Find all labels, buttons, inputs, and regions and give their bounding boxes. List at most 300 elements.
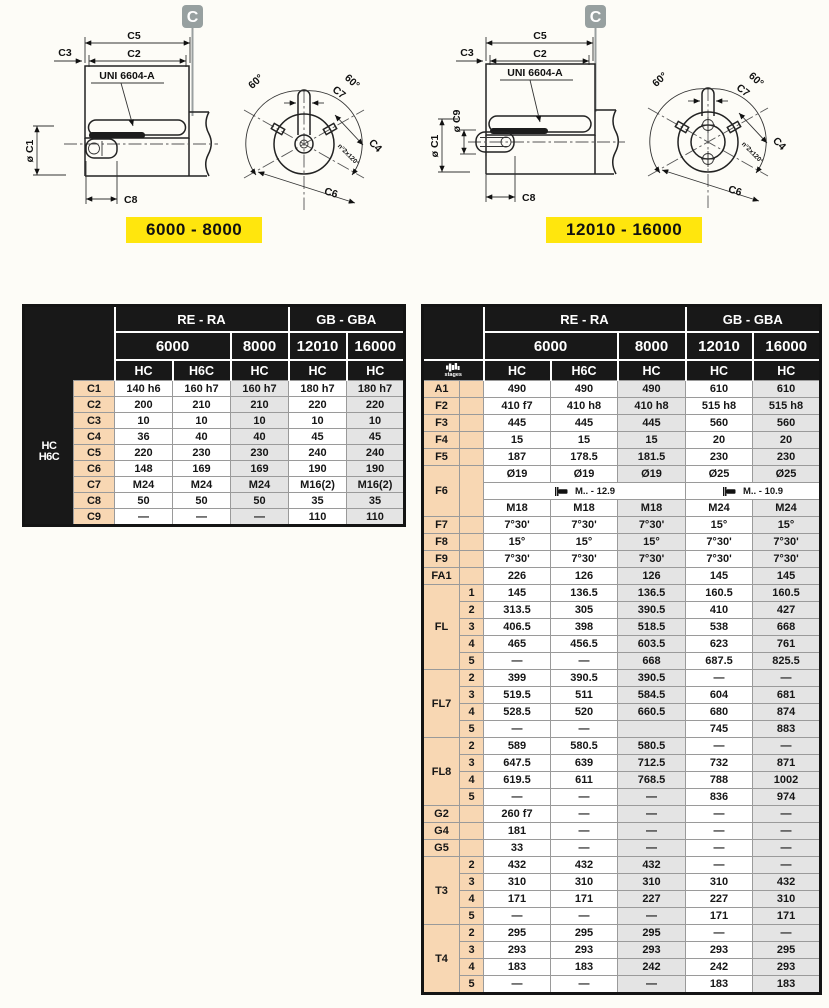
table-cell: 745 (686, 721, 753, 738)
table-cell: 432 (618, 857, 686, 874)
table-cell: 178.5 (551, 449, 618, 466)
bolt-class-cell (686, 483, 821, 500)
table-cell: 410 (686, 602, 753, 619)
table-cell: 140 h6 (115, 381, 173, 397)
row-label: A1 (423, 381, 460, 398)
dim-c8: C8 (124, 194, 138, 206)
table-body (423, 381, 821, 994)
table-cell: — (484, 976, 551, 994)
table-row (24, 445, 405, 461)
row-label: F2 (423, 398, 460, 415)
table-cell: 639 (551, 755, 618, 772)
table-cell: 732 (686, 755, 753, 772)
table-cell: 610 (753, 381, 821, 398)
table-row (423, 670, 821, 687)
row-label: T4 (423, 925, 460, 994)
table-cell: 220 (289, 397, 347, 413)
row-label: F6 (423, 466, 460, 517)
table-cell: 398 (551, 619, 618, 636)
table-cell: — (551, 840, 618, 857)
technical-drawing (418, 4, 828, 216)
table-cell: — (753, 857, 821, 874)
table-cell: 668 (753, 619, 821, 636)
table-cell: 410 h8 (551, 398, 618, 415)
table-cell: — (686, 806, 753, 823)
type-header: HC (289, 360, 347, 381)
table-cell: 7°30' (484, 517, 551, 534)
table-cell (618, 721, 686, 738)
table-cell: 230 (686, 449, 753, 466)
table-cell: 183 (484, 959, 551, 976)
table-cell: M24 (231, 477, 289, 493)
table-cell: 190 (347, 461, 405, 477)
row-label: C9 (74, 509, 115, 526)
table-cell: 183 (551, 959, 618, 976)
table-cell: 126 (618, 568, 686, 585)
table-row (423, 619, 821, 636)
dim-c4: C4 (770, 134, 789, 153)
table-row (423, 704, 821, 721)
table-row (423, 823, 821, 840)
table-cell: 399 (484, 670, 551, 687)
table-cell: 171 (753, 908, 821, 925)
table-cell: 145 (686, 568, 753, 585)
table-cell: 50 (115, 493, 173, 509)
table-cell: 242 (686, 959, 753, 976)
table-cell: 240 (289, 445, 347, 461)
dim-c8: C8 (522, 192, 536, 204)
dim-bolt-pattern: n°2x120° (739, 140, 765, 166)
table-cell: 432 (551, 857, 618, 874)
size-header: 16000 (347, 332, 405, 360)
right-dimensions-table (421, 304, 822, 995)
table-cell: — (618, 789, 686, 806)
table-cell: 293 (753, 959, 821, 976)
table-cell: 761 (753, 636, 821, 653)
table-cell: 180 h7 (289, 381, 347, 397)
table-row (423, 840, 821, 857)
table-cell: 687.5 (686, 653, 753, 670)
table-cell: — (551, 908, 618, 925)
table-cell: 240 (347, 445, 405, 461)
table-cell: 390.5 (551, 670, 618, 687)
table-row (423, 449, 821, 466)
type-header: HC (231, 360, 289, 381)
table-cell: 7°30' (686, 551, 753, 568)
keyway-standard-label: UNI 6604-A (99, 70, 155, 82)
table-cell: 603.5 (618, 636, 686, 653)
stage-cell (460, 415, 484, 432)
table-cell: 871 (753, 755, 821, 772)
table-cell: 7°30' (551, 551, 618, 568)
table-cell: 10 (347, 413, 405, 429)
table-cell: 110 (347, 509, 405, 526)
table-cell: 520 (551, 704, 618, 721)
table-cell: 883 (753, 721, 821, 738)
table-cell: 7°30' (753, 551, 821, 568)
table-row (423, 398, 821, 415)
table-cell: Ø19 (618, 466, 686, 483)
table-cell: 490 (484, 381, 551, 398)
table-cell: 7°30' (686, 534, 753, 551)
table-row (24, 381, 405, 397)
table-cell: — (173, 509, 231, 526)
table-cell: 20 (753, 432, 821, 449)
table-cell: 390.5 (618, 670, 686, 687)
table-cell: 15 (484, 432, 551, 449)
table-cell: — (618, 840, 686, 857)
table-cell: 1002 (753, 772, 821, 789)
table-cell: — (753, 925, 821, 942)
table-cell: 145 (484, 585, 551, 602)
table-cell: 15° (753, 517, 821, 534)
table-cell: 136.5 (618, 585, 686, 602)
table-cell: 712.5 (618, 755, 686, 772)
table-header (24, 306, 405, 381)
table-cell: 310 (551, 874, 618, 891)
table-row (423, 432, 821, 449)
table-row (423, 738, 821, 755)
table-cell: 560 (753, 415, 821, 432)
table-cell: 445 (484, 415, 551, 432)
stage-cell: 5 (460, 789, 484, 806)
table-cell: 160 h7 (173, 381, 231, 397)
table-cell: 169 (173, 461, 231, 477)
table-cell: Ø25 (753, 466, 821, 483)
table-cell: 183 (686, 976, 753, 994)
dim-c1: ø C1 (24, 139, 36, 163)
row-label: C4 (74, 429, 115, 445)
shaft-drawing-12010-16000 (418, 4, 828, 221)
table-row (423, 755, 821, 772)
c-marker-label: C (589, 9, 602, 26)
table-cell: — (551, 789, 618, 806)
table-cell: 10 (289, 413, 347, 429)
table-cell: — (551, 823, 618, 840)
stage-cell: 2 (460, 738, 484, 755)
table-cell: 610 (686, 381, 753, 398)
stage-cell: 1 (460, 585, 484, 602)
row-label: FL (423, 585, 460, 670)
row-label: G2 (423, 806, 460, 823)
table-cell: 160.5 (686, 585, 753, 602)
table-cell: 305 (551, 602, 618, 619)
dim-bolt-pattern: n°2x120° (335, 142, 361, 168)
stage-cell: 3 (460, 874, 484, 891)
size-header: 6000 (115, 332, 231, 360)
table-cell: 293 (484, 942, 551, 959)
table-header (423, 306, 821, 381)
table-cell: 45 (347, 429, 405, 445)
corner-cell (24, 306, 115, 381)
table-cell: 242 (618, 959, 686, 976)
table-cell: 45 (289, 429, 347, 445)
c-marker-label: C (186, 9, 199, 26)
stage-cell: 3 (460, 755, 484, 772)
table-cell: 445 (618, 415, 686, 432)
table-cell: — (753, 806, 821, 823)
size-header: 12010 (686, 332, 753, 360)
bolt-icon (554, 486, 568, 497)
table-cell: 465 (484, 636, 551, 653)
row-label: F5 (423, 449, 460, 466)
stage-cell: 4 (460, 636, 484, 653)
table-cell: Ø19 (484, 466, 551, 483)
row-label: C6 (74, 461, 115, 477)
type-header: HC (753, 360, 821, 381)
table-row (423, 789, 821, 806)
table-cell: 432 (484, 857, 551, 874)
table-cell: — (115, 509, 173, 526)
stage-cell: 2 (460, 670, 484, 687)
table-row (423, 585, 821, 602)
table-cell: 681 (753, 687, 821, 704)
table-cell: 220 (115, 445, 173, 461)
table-row (24, 461, 405, 477)
table-cell: M24 (686, 500, 753, 517)
row-label: FL8 (423, 738, 460, 806)
table-cell: 974 (753, 789, 821, 806)
table-cell: — (686, 823, 753, 840)
table-cell: 511 (551, 687, 618, 704)
row-label: C7 (74, 477, 115, 493)
stage-cell: 5 (460, 908, 484, 925)
dim-c7: C7 (733, 81, 752, 100)
table-cell: — (618, 908, 686, 925)
table-row (24, 509, 405, 526)
table-cell: 515 h8 (686, 398, 753, 415)
table-cell: 260 f7 (484, 806, 551, 823)
row-label: F3 (423, 415, 460, 432)
table-cell: 445 (551, 415, 618, 432)
table-cell: 7°30' (753, 534, 821, 551)
table-row (423, 687, 821, 704)
stage-cell (460, 398, 484, 415)
bolt-class-label: M.. - 10.9 (742, 485, 784, 497)
table-cell: 227 (618, 891, 686, 908)
dim-c4: C4 (366, 136, 385, 155)
table-cell: — (686, 670, 753, 687)
stages-label: stages (444, 371, 462, 378)
table-cell: 788 (686, 772, 753, 789)
table-cell: 33 (484, 840, 551, 857)
table-cell: 680 (686, 704, 753, 721)
dim-60-right: 60° (342, 71, 362, 92)
table-cell: 15° (618, 534, 686, 551)
dim-c7: C7 (329, 83, 348, 102)
table-cell: M16(2) (347, 477, 405, 493)
stage-cell: 2 (460, 857, 484, 874)
table-cell: 825.5 (753, 653, 821, 670)
table-cell: 295 (484, 925, 551, 942)
table-cell: 50 (231, 493, 289, 509)
table-cell: 518.5 (618, 619, 686, 636)
size-range-caption: 12010 - 16000 (546, 217, 702, 243)
row-label: F7 (423, 517, 460, 534)
table-cell: — (618, 806, 686, 823)
table-cell: 295 (753, 942, 821, 959)
table-cell: 171 (484, 891, 551, 908)
table-cell: 15° (551, 534, 618, 551)
table-cell: 589 (484, 738, 551, 755)
dim-c2: C2 (533, 48, 547, 60)
table-row (423, 908, 821, 925)
series-header: RE - RA (115, 306, 289, 333)
table-cell: 295 (551, 925, 618, 942)
table-cell: 623 (686, 636, 753, 653)
stage-cell: 5 (460, 976, 484, 994)
table-row (423, 857, 821, 874)
table-cell: 10 (115, 413, 173, 429)
dim-c3: C3 (58, 47, 72, 59)
table-cell: 126 (551, 568, 618, 585)
series-header: GB - GBA (686, 306, 821, 333)
stage-cell: 4 (460, 704, 484, 721)
table-cell: M24 (173, 477, 231, 493)
table-cell: 310 (484, 874, 551, 891)
table-row (423, 517, 821, 534)
table-cell: 768.5 (618, 772, 686, 789)
left-dimensions-table (22, 304, 406, 527)
table-row (423, 891, 821, 908)
table-cell: 410 f7 (484, 398, 551, 415)
table-cell: 560 (686, 415, 753, 432)
table-cell: 295 (618, 925, 686, 942)
table-cell: 210 (231, 397, 289, 413)
table-row (423, 874, 821, 891)
table-cell: 456.5 (551, 636, 618, 653)
table-cell: 181 (484, 823, 551, 840)
stage-cell (460, 551, 484, 568)
table-row (423, 653, 821, 670)
table-cell: 181.5 (618, 449, 686, 466)
stage-cell (460, 840, 484, 857)
table-cell: Ø19 (551, 466, 618, 483)
table-cell: — (686, 840, 753, 857)
table-cell: 220 (347, 397, 405, 413)
row-label: G4 (423, 823, 460, 840)
dim-c5: C5 (127, 30, 141, 42)
table-cell: 136.5 (551, 585, 618, 602)
bolt-icon (722, 486, 736, 497)
bolt-class-label: M.. - 12.9 (574, 485, 616, 497)
table-row (423, 772, 821, 789)
table-cell: 10 (173, 413, 231, 429)
table-cell: — (753, 738, 821, 755)
table-row (423, 942, 821, 959)
table-row (423, 959, 821, 976)
row-label: C3 (74, 413, 115, 429)
header-row (423, 360, 821, 381)
table-cell: 604 (686, 687, 753, 704)
table-cell: 230 (173, 445, 231, 461)
table-cell: 490 (618, 381, 686, 398)
stage-cell (460, 534, 484, 551)
table-cell: 200 (115, 397, 173, 413)
table-cell: 15° (686, 517, 753, 534)
header-row (24, 306, 405, 333)
table-row (423, 466, 821, 483)
table-cell: 10 (231, 413, 289, 429)
type-header: HC (686, 360, 753, 381)
table-cell: 36 (115, 429, 173, 445)
table-cell: 230 (231, 445, 289, 461)
row-label: T3 (423, 857, 460, 925)
table-cell: 406.5 (484, 619, 551, 636)
stage-cell (460, 432, 484, 449)
dim-c6: C6 (322, 185, 340, 201)
stages-icon (446, 363, 460, 372)
table-cell: 180 h7 (347, 381, 405, 397)
table-row (423, 636, 821, 653)
table-row (24, 413, 405, 429)
table-cell: 836 (686, 789, 753, 806)
table-cell: 874 (753, 704, 821, 721)
type-header: H6C (173, 360, 231, 381)
dim-60-right: 60° (746, 69, 766, 90)
dim-c9: ø C9 (451, 109, 463, 133)
table-row (24, 429, 405, 445)
size-header: 12010 (289, 332, 347, 360)
table-cell: 313.5 (484, 602, 551, 619)
table-cell: 580.5 (551, 738, 618, 755)
shaft-drawing-6000-8000 (6, 4, 416, 221)
table-row (423, 568, 821, 585)
table-cell: — (753, 823, 821, 840)
keyway-standard-label: UNI 6604-A (507, 67, 563, 79)
table-row (423, 415, 821, 432)
series-header: RE - RA (484, 306, 686, 333)
table-cell: 20 (686, 432, 753, 449)
table-row (423, 976, 821, 994)
table-cell: 35 (347, 493, 405, 509)
table-cell: 515 h8 (753, 398, 821, 415)
table-cell: — (484, 653, 551, 670)
table-row (423, 806, 821, 823)
type-header: HC (484, 360, 551, 381)
table-row (423, 551, 821, 568)
table-cell: M18 (618, 500, 686, 517)
table-row (423, 534, 821, 551)
table-cell: 210 (173, 397, 231, 413)
row-label: F9 (423, 551, 460, 568)
table-cell: — (551, 721, 618, 738)
table-cell: — (618, 976, 686, 994)
table-cell: — (753, 840, 821, 857)
table-cell: 410 h8 (618, 398, 686, 415)
table-cell: 293 (618, 942, 686, 959)
dim-c5: C5 (533, 30, 547, 42)
type-header: HC (618, 360, 686, 381)
table-cell: M24 (753, 500, 821, 517)
table-cell: Ø25 (686, 466, 753, 483)
row-label: C5 (74, 445, 115, 461)
stage-cell: 3 (460, 687, 484, 704)
table-cell: — (618, 823, 686, 840)
type-header: H6C (551, 360, 618, 381)
technical-drawing (6, 4, 416, 216)
table-cell: 432 (753, 874, 821, 891)
size-header: 8000 (618, 332, 686, 360)
table-row (24, 477, 405, 493)
table-cell: 110 (289, 509, 347, 526)
table-cell: 15° (484, 534, 551, 551)
table-cell: 427 (753, 602, 821, 619)
dim-60-left: 60° (650, 69, 670, 90)
stage-cell (460, 466, 484, 517)
table-cell: 390.5 (618, 602, 686, 619)
table-cell: — (484, 721, 551, 738)
